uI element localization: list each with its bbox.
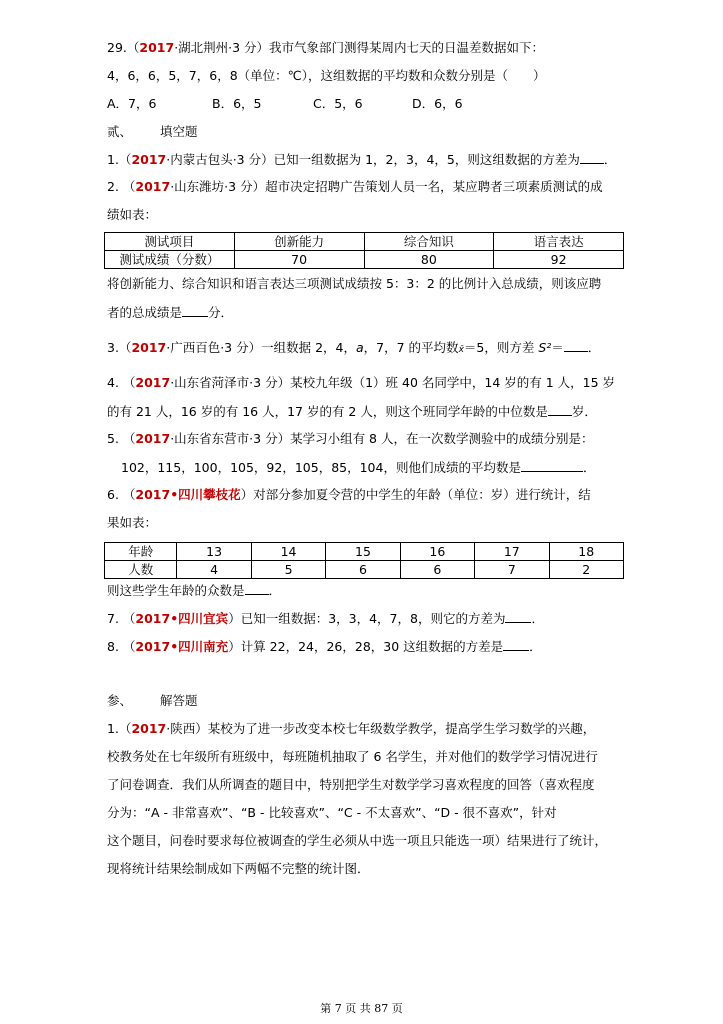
- score-cell: 70: [234, 251, 364, 269]
- fill4-blank: [548, 403, 572, 416]
- fill3-text3: ＝5，则方差: [463, 340, 539, 355]
- section3-heading: [107, 693, 198, 709]
- fill2-source: 2017: [135, 179, 171, 194]
- score-header-cell: 创新能力: [234, 233, 364, 251]
- fill8: [107, 638, 542, 655]
- fill5-line2-text: 102，115，100，105，92，105，85，104，则他们成绩的平均数是: [121, 460, 521, 475]
- answer1-source: 2017: [131, 721, 167, 736]
- fill5-text: ·山东省东营市·3 分）某学习小组有 8 人，在一次数学测验中的成绩分别是：: [170, 431, 594, 446]
- q29-line1: [107, 40, 544, 56]
- fill1-blank: [580, 151, 604, 164]
- fill3: [107, 339, 600, 358]
- fill6-line2: 果如表：: [107, 515, 158, 530]
- score-cell: 92: [494, 251, 624, 269]
- fill6-line3-text: 则这些学生年龄的众数是: [107, 583, 245, 598]
- fill4-source: 2017: [135, 375, 171, 390]
- fill2-line4-text: 者的总成绩是: [107, 305, 183, 320]
- score-table-row: [105, 251, 624, 269]
- age-cell: 16: [400, 543, 474, 561]
- section2-title: 填空题: [160, 124, 198, 139]
- answer1-line2: 校教务处在七年级所有班级中，每班随机抽取了 6 名学生，并对他们的数学学习情况进行: [107, 749, 598, 764]
- fill3-mean-symbol: x̄: [458, 345, 464, 355]
- fill5-prefix: 5. （: [107, 431, 136, 446]
- fill6-line3-end: ．: [268, 583, 282, 598]
- age-cell: 13: [177, 543, 251, 561]
- section3-title: 解答题: [160, 693, 198, 708]
- q29-prefix: 29.（: [107, 40, 140, 55]
- fill7-text: ）已知一组数据：3，3，4，7，8，则它的方差为: [228, 611, 506, 626]
- answer1-prefix: 1.（: [107, 721, 132, 736]
- fill5-blank: [521, 459, 583, 472]
- age-cell: 14: [251, 543, 325, 561]
- fill1-text: ·内蒙古包头·3 分）已知一组数据为 1，2，3，4，5，则这组数据的方差为: [166, 152, 580, 167]
- count-cell: 5: [251, 561, 325, 579]
- fill8-source: 2017•四川南充: [135, 639, 229, 654]
- answer1-line5: 这个题目，问卷时要求每位被调查的学生必须从中选一项且只能选一项）结果进行了统计，: [107, 833, 608, 848]
- age-cell: 15: [326, 543, 400, 561]
- fill3-var-a: a: [356, 340, 364, 355]
- score-header-cell: 综合知识: [364, 233, 494, 251]
- q29-text: ·湖北荆州·3 分）我市气象部门测得某周内七天的日温差数据如下：: [174, 40, 545, 55]
- age-table: [104, 542, 624, 579]
- score-table-header-row: [105, 233, 624, 251]
- fill5-end: ．: [582, 460, 596, 475]
- count-cell: 7: [475, 561, 549, 579]
- fill6-line1: [107, 487, 591, 503]
- fill4-line2: [107, 403, 597, 420]
- age-table-row-count: [105, 561, 624, 579]
- fill4-text: ·山东省菏泽市·3 分）某校九年级（1）班 40 名同学中，14 岁的有 1 人，15 岁: [170, 375, 616, 390]
- q29-option-d: D．6，6: [412, 96, 463, 111]
- q29-option-a: A．7，6: [107, 96, 157, 111]
- fill2-prefix: 2. （: [107, 179, 136, 194]
- section2-heading: [107, 124, 198, 140]
- fill4-line1: [107, 375, 615, 391]
- fill2-line1: [107, 179, 603, 195]
- age-header-cell: 年龄: [105, 543, 177, 561]
- fill5-source: 2017: [135, 431, 171, 446]
- score-cell: 80: [364, 251, 494, 269]
- answer1-text: ·陕西）某校为了进一步改变本校七年级数学教学，提高学生学习数学的兴趣，: [166, 721, 596, 736]
- fill7-blank: [505, 610, 531, 623]
- fill3-source: 2017: [131, 340, 167, 355]
- q29-source-year: 2017: [139, 40, 175, 55]
- fill6-prefix: 6. （: [107, 487, 136, 502]
- fill4-prefix: 4. （: [107, 375, 136, 390]
- answer1-line1: [107, 721, 595, 737]
- score-cell: 测试成绩（分数）: [105, 251, 235, 269]
- fill2-line4: [107, 304, 233, 321]
- score-table: [104, 232, 624, 269]
- fill2-blank: [182, 304, 208, 317]
- answer1-line6: 现将统计结果绘制成如下两幅不完整的统计图．: [107, 861, 370, 876]
- age-cell: 18: [549, 543, 623, 561]
- score-header-cell: 测试项目: [105, 233, 235, 251]
- fill6-source: 2017•四川攀枝花: [135, 487, 241, 502]
- fill5-line1: [107, 431, 593, 447]
- fill8-end: ．: [529, 639, 542, 654]
- answer1-line4: 分为：“A - 非常喜欢”、“B - 比较喜欢”、“C - 不太喜欢”、“D - 很不喜欢”，针对: [107, 805, 557, 820]
- fill4-line2-end: 岁．: [571, 404, 597, 419]
- fill2-line2: 绩如表：: [107, 207, 158, 222]
- fill1-source: 2017: [131, 152, 167, 167]
- fill3-variance-symbol: S²: [538, 340, 552, 355]
- count-header-cell: 人数: [105, 561, 177, 579]
- fill6-text: ）对部分参加夏令营的中学生的年龄（单位：岁）进行统计，结: [240, 487, 591, 502]
- fill6-line3: [107, 582, 281, 599]
- q29-option-c: C．5，6: [313, 96, 363, 111]
- fill1-end: ．: [603, 152, 617, 167]
- fill3-end: ．: [587, 340, 601, 355]
- q29-line2: 4，6，6，5，7，6，8（单位：℃），这组数据的平均数和众数分别是（ ）: [107, 68, 546, 83]
- count-cell: 4: [177, 561, 251, 579]
- fill7-end: ．: [531, 611, 544, 626]
- fill4-line2-text: 的有 21 人，16 岁的有 16 人，17 岁的有 2 人，则这个班同学年龄的中位数是: [107, 404, 548, 419]
- fill3-text1: ·广西百色·3 分）一组数据 2，4，: [166, 340, 356, 355]
- count-cell: 6: [326, 561, 400, 579]
- fill2-line4-end: 分．: [208, 305, 234, 320]
- age-table-row-age: [105, 543, 624, 561]
- answer1-line3: 了问卷调查．我们从所调查的题目中，特别把学生对数学学习喜欢程度的回答（喜欢程度: [107, 777, 595, 792]
- fill3-prefix: 3.（: [107, 340, 132, 355]
- section3-number: 参、: [107, 693, 133, 708]
- fill7-prefix: 7. （: [107, 611, 136, 626]
- fill1: [107, 151, 616, 168]
- fill8-blank: [503, 638, 529, 651]
- fill6-blank: [245, 582, 269, 595]
- fill2-text: ·山东潍坊·3 分）超市决定招聘广告策划人员一名，某应聘者三项素质测试的成: [170, 179, 603, 194]
- fill7: [107, 610, 544, 627]
- fill3-blank: [564, 339, 588, 352]
- count-cell: 2: [549, 561, 623, 579]
- fill8-text: ）计算 22，24，26，28，30 这组数据的方差是: [228, 639, 504, 654]
- section2-number: 贰、: [107, 124, 133, 139]
- fill3-text4: ＝: [551, 340, 564, 355]
- score-header-cell: 语言表达: [494, 233, 624, 251]
- count-cell: 6: [400, 561, 474, 579]
- page-footer: 第 7 页 共 87 页: [320, 1002, 403, 1015]
- fill8-prefix: 8. （: [107, 639, 136, 654]
- fill7-source: 2017•四川宜宾: [135, 611, 229, 626]
- fill5-line2: [121, 459, 595, 476]
- fill1-prefix: 1.（: [107, 152, 132, 167]
- fill3-text2: ，7，7 的平均数: [363, 340, 459, 355]
- fill2-line3: 将创新能力、综合知识和语言表达三项测试成绩按 5：3：2 的比例计入总成绩，则该应聘: [107, 276, 602, 291]
- q29-option-b: B．6，5: [212, 96, 262, 111]
- age-cell: 17: [475, 543, 549, 561]
